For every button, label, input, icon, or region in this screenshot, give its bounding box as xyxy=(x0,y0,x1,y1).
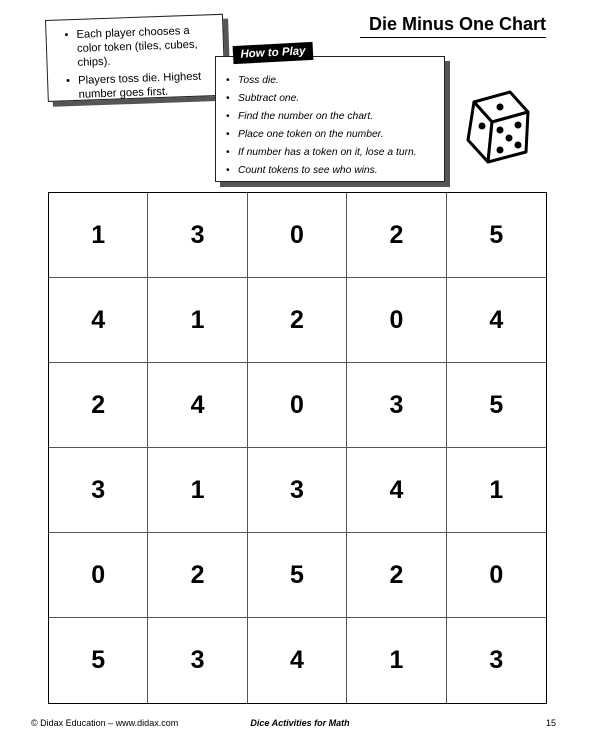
chart-cell: 2 xyxy=(49,363,148,448)
chart-cell: 0 xyxy=(49,533,148,618)
step-item: • Subtract one. xyxy=(226,93,438,105)
chart-cell: 3 xyxy=(148,193,247,278)
die-five-icon xyxy=(460,88,540,168)
page-number: 15 xyxy=(545,718,556,728)
step-item: • Count tokens to see who wins. xyxy=(226,165,438,177)
step-item: • If number has a token on it, lose a turn. xyxy=(226,147,438,159)
setup-item: • Players toss die. Highest number goes first. xyxy=(66,69,219,102)
chart-cell: 2 xyxy=(248,278,347,363)
chart-cell: 5 xyxy=(447,363,546,448)
chart-cell: 1 xyxy=(347,618,446,703)
book-title: Dice Activities for Math xyxy=(250,718,350,728)
copyright-text: © Didax Education – www.didax.com xyxy=(31,718,179,728)
chart-cell: 1 xyxy=(148,448,247,533)
chart-cell: 0 xyxy=(248,363,347,448)
setup-list xyxy=(46,15,225,103)
chart-cell: 2 xyxy=(347,533,446,618)
page-title: Die Minus One Chart xyxy=(360,14,546,38)
chart-cell: 3 xyxy=(489,646,504,674)
chart-cell: 5 xyxy=(447,193,546,278)
chart-cell: 5 xyxy=(248,533,347,618)
chart-cell: 5 xyxy=(49,618,148,703)
chart-cell: 1 xyxy=(49,193,148,278)
chart-cell: 3 xyxy=(347,363,446,448)
step-item: • Place one token on the number. xyxy=(226,129,438,141)
chart-cell: 0 xyxy=(447,533,546,618)
chart-cell: 0 xyxy=(347,278,446,363)
how-to-play-box xyxy=(215,56,445,182)
chart-cell: 0 xyxy=(248,193,347,278)
how-to-play-label: How to Play xyxy=(233,42,314,64)
setup-instructions-box xyxy=(45,14,226,102)
number-chart xyxy=(48,192,547,704)
chart-cell: 4 xyxy=(148,363,247,448)
chart-cell: 2 xyxy=(148,533,247,618)
step-item: • Find the number on the chart. xyxy=(226,111,438,123)
chart-cell: 4 xyxy=(447,278,546,363)
chart-cell: 4 xyxy=(248,618,347,703)
chart-cell: 3 xyxy=(49,448,148,533)
chart-cell: 1 xyxy=(447,448,546,533)
how-to-play-steps xyxy=(216,57,444,177)
chart-cell: 4 xyxy=(49,278,148,363)
page-footer xyxy=(0,715,600,731)
chart-cell: 3 xyxy=(248,448,347,533)
step-item: • Toss die. xyxy=(226,75,438,87)
setup-item: • Each player chooses a color token (tiles, cubes, chips). xyxy=(64,23,217,70)
chart-cell: 4 xyxy=(347,448,446,533)
chart-cell: 1 xyxy=(148,278,247,363)
chart-cell: 3 xyxy=(148,618,247,703)
chart-cell: 2 xyxy=(347,193,446,278)
